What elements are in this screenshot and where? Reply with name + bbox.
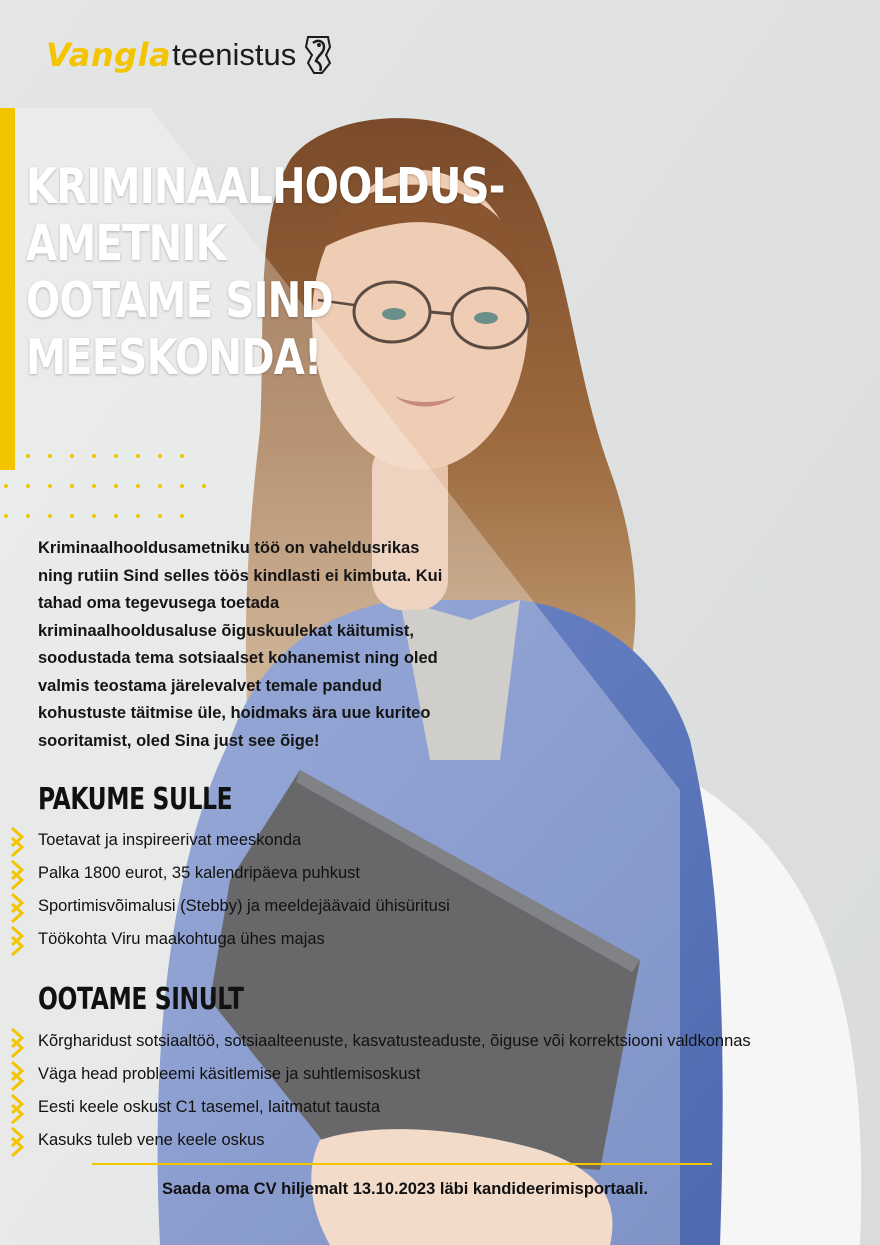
accent-bar [0,108,15,470]
logo-word-vangla: Vangla [46,36,172,74]
chevron-right-icon [8,824,28,857]
list-item [0,923,450,956]
chevron-right-icon [8,1124,28,1157]
chevron-right-icon [8,857,28,890]
list-item [0,857,450,890]
headline-line-4: MEESKONDA! [26,329,322,386]
list-item [0,1025,751,1058]
headline-line-1: KRIMINAALHOOLDUS- [26,158,505,215]
list-item [0,824,450,857]
lion-crest-icon [302,33,334,77]
offer-item-text: Töökohta Viru maakohtuga ühes majas [38,930,325,948]
expect-item-text: Kasuks tuleb vene keele oskus [38,1131,265,1149]
offer-item-text: Palka 1800 eurot, 35 kalendripäeva puhkust [38,864,360,882]
footer-cta-text: Saada oma CV hiljemalt 13.10.2023 läbi kandideerimisportaali. [161,1180,649,1198]
headline-line-2: AMETNIK [26,215,226,272]
chevron-right-icon [8,890,28,923]
list-item [0,1124,751,1157]
chevron-right-icon [8,923,28,956]
footer-divider [92,1163,712,1165]
offer-section-title: PAKUME SULLE [38,782,233,817]
logo-word-teenistus: teenistus [172,37,297,72]
offer-item-text: Sportimisvõimalusi (Stebby) ja meeldejäävaid ühisüritusi [38,897,450,915]
headline-line-3: OOTAME SIND [26,272,333,329]
expect-item-text: Väga head probleemi käsitlemise ja suhtlemisoskust [38,1065,421,1083]
vanglateenistus-logo [46,30,334,80]
expect-list [0,1025,751,1157]
chevron-right-icon [8,1025,28,1058]
offer-item-text: Toetavat ja inspireerivat meeskonda [38,831,302,849]
list-item [0,1091,751,1124]
chevron-right-icon [8,1091,28,1124]
list-item [0,1058,751,1091]
expect-item-text: Kõrgharidust sotsiaaltöö, sotsiaalteenuste, kasvatusteaduste, õiguse või korrektsiooni valdkonnas [38,1032,751,1050]
offer-list [0,824,450,956]
headline [26,158,505,386]
chevron-right-icon [8,1058,28,1091]
expect-item-text: Eesti keele oskust C1 tasemel, laitmatut tausta [38,1098,381,1116]
list-item [0,890,450,923]
dot-pattern [0,450,250,525]
intro-paragraph: Kriminaalhooldusametniku töö on vaheldusrikas ning rutiin Sind selles töös kindlasti ei kimbuta. Kui tahad oma tegevusega toetada kriminaalhooldusaluse õiguskuulekat käitumist, soodustada tema sotsiaalset kohanemist ning oled valmis teostama järelevalvet temale pandud kohustuste täitmise üle, hoidmaks ära uue kuriteo sooritamist, oled Sina just see õige! [38,539,443,750]
expect-section-title: OOTAME SINULT [38,982,244,1017]
